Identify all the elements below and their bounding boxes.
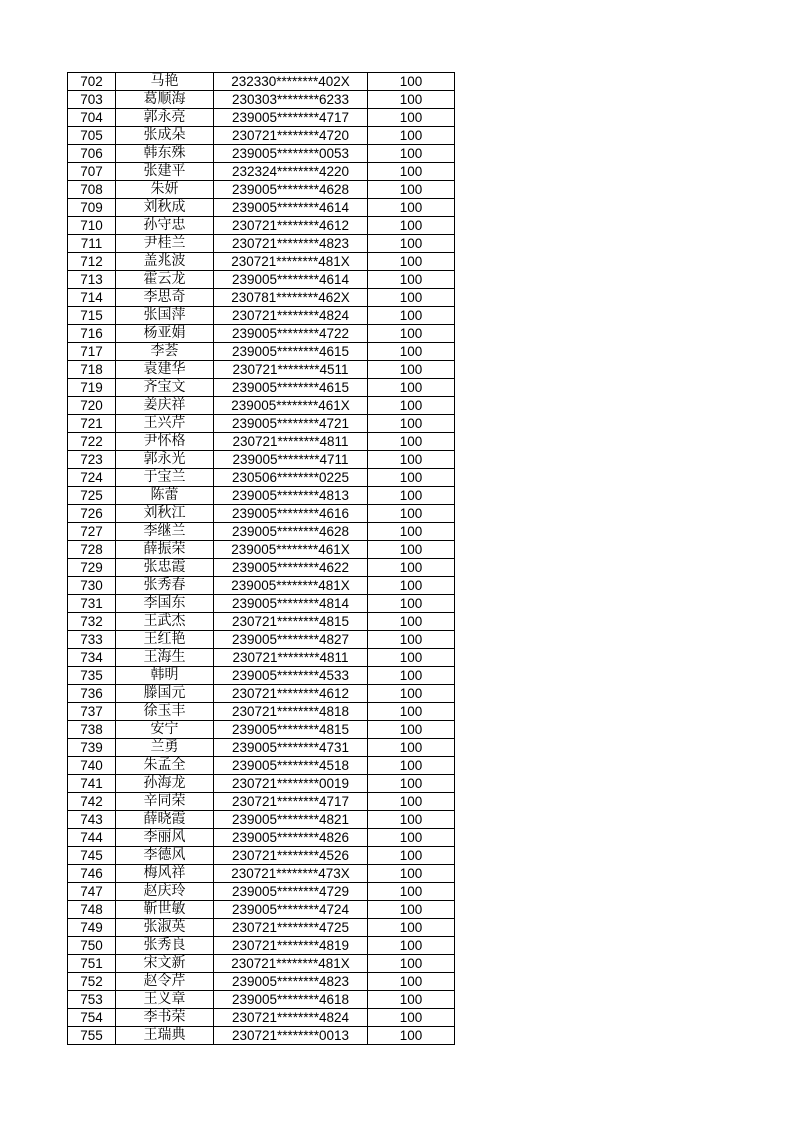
- name-cell: 辛同荣: [116, 793, 214, 811]
- name-cell: 李书荣: [116, 1009, 214, 1027]
- amount-cell: 100: [368, 793, 455, 811]
- amount-cell: 100: [368, 361, 455, 379]
- amount-cell: 100: [368, 505, 455, 523]
- amount-cell: 100: [368, 847, 455, 865]
- table-row: [68, 181, 455, 199]
- row-number-cell: 724: [68, 469, 116, 487]
- amount-cell: 100: [368, 811, 455, 829]
- name-cell: 张建平: [116, 163, 214, 181]
- name-cell: 孙守忠: [116, 217, 214, 235]
- row-number-cell: 740: [68, 757, 116, 775]
- row-number-cell: 738: [68, 721, 116, 739]
- id-number-cell: 239005********4731: [214, 739, 368, 757]
- row-number-cell: 748: [68, 901, 116, 919]
- amount-cell: 100: [368, 235, 455, 253]
- table-row: [68, 955, 455, 973]
- name-cell: 王红艳: [116, 631, 214, 649]
- id-number-cell: 239005********4616: [214, 505, 368, 523]
- name-cell: 滕国元: [116, 685, 214, 703]
- table-row: [68, 307, 455, 325]
- name-cell: 李国东: [116, 595, 214, 613]
- row-number-cell: 729: [68, 559, 116, 577]
- name-cell: 姜庆祥: [116, 397, 214, 415]
- name-cell: 李德风: [116, 847, 214, 865]
- name-cell: 马艳: [116, 73, 214, 91]
- name-cell: 韩东殊: [116, 145, 214, 163]
- table-row: [68, 91, 455, 109]
- table-row: [68, 775, 455, 793]
- table-row: [68, 505, 455, 523]
- name-cell: 王瑞典: [116, 1027, 214, 1045]
- id-number-cell: 230721********473X: [214, 865, 368, 883]
- name-cell: 赵庆玲: [116, 883, 214, 901]
- amount-cell: 100: [368, 883, 455, 901]
- name-cell: 朱妍: [116, 181, 214, 199]
- name-cell: 齐宝文: [116, 379, 214, 397]
- table-row: [68, 271, 455, 289]
- id-number-cell: 239005********461X: [214, 541, 368, 559]
- amount-cell: 100: [368, 955, 455, 973]
- id-number-cell: 239005********4814: [214, 595, 368, 613]
- id-number-cell: 239005********4813: [214, 487, 368, 505]
- amount-cell: 100: [368, 217, 455, 235]
- row-number-cell: 714: [68, 289, 116, 307]
- name-cell: 刘秋成: [116, 199, 214, 217]
- amount-cell: 100: [368, 181, 455, 199]
- table-row: [68, 793, 455, 811]
- row-number-cell: 728: [68, 541, 116, 559]
- name-cell: 尹桂兰: [116, 235, 214, 253]
- row-number-cell: 723: [68, 451, 116, 469]
- row-number-cell: 710: [68, 217, 116, 235]
- id-number-cell: 239005********4821: [214, 811, 368, 829]
- table-row: [68, 667, 455, 685]
- id-number-cell: 239005********4615: [214, 379, 368, 397]
- name-cell: 赵令芹: [116, 973, 214, 991]
- table-row: [68, 199, 455, 217]
- table-row: [68, 235, 455, 253]
- name-cell: 梅风祥: [116, 865, 214, 883]
- id-number-cell: 230721********4612: [214, 217, 368, 235]
- row-number-cell: 732: [68, 613, 116, 631]
- table-row: [68, 73, 455, 91]
- id-number-cell: 230781********462X: [214, 289, 368, 307]
- row-number-cell: 702: [68, 73, 116, 91]
- row-number-cell: 730: [68, 577, 116, 595]
- name-cell: 孙海龙: [116, 775, 214, 793]
- name-cell: 张忠霞: [116, 559, 214, 577]
- id-number-cell: 230506********0225: [214, 469, 368, 487]
- id-number-cell: 239005********4628: [214, 523, 368, 541]
- name-cell: 宋文新: [116, 955, 214, 973]
- row-number-cell: 751: [68, 955, 116, 973]
- name-cell: 王义章: [116, 991, 214, 1009]
- table-row: [68, 487, 455, 505]
- name-cell: 徐玉丰: [116, 703, 214, 721]
- name-cell: 于宝兰: [116, 469, 214, 487]
- row-number-cell: 717: [68, 343, 116, 361]
- row-number-cell: 739: [68, 739, 116, 757]
- id-number-cell: 230721********4612: [214, 685, 368, 703]
- table-row: [68, 883, 455, 901]
- table-row: [68, 451, 455, 469]
- table-row: [68, 253, 455, 271]
- table-row: [68, 343, 455, 361]
- row-number-cell: 719: [68, 379, 116, 397]
- name-cell: 薛振荣: [116, 541, 214, 559]
- id-number-cell: 239005********4721: [214, 415, 368, 433]
- row-number-cell: 747: [68, 883, 116, 901]
- id-number-cell: 230721********4811: [214, 433, 368, 451]
- row-number-cell: 718: [68, 361, 116, 379]
- row-number-cell: 745: [68, 847, 116, 865]
- amount-cell: 100: [368, 487, 455, 505]
- amount-cell: 100: [368, 973, 455, 991]
- name-cell: 朱孟全: [116, 757, 214, 775]
- id-number-cell: 239005********4622: [214, 559, 368, 577]
- id-number-cell: 230721********4526: [214, 847, 368, 865]
- amount-cell: 100: [368, 379, 455, 397]
- amount-cell: 100: [368, 523, 455, 541]
- amount-cell: 100: [368, 1027, 455, 1045]
- table-row: [68, 901, 455, 919]
- row-number-cell: 720: [68, 397, 116, 415]
- amount-cell: 100: [368, 397, 455, 415]
- row-number-cell: 721: [68, 415, 116, 433]
- amount-cell: 100: [368, 91, 455, 109]
- row-number-cell: 722: [68, 433, 116, 451]
- id-number-cell: 239005********4823: [214, 973, 368, 991]
- amount-cell: 100: [368, 289, 455, 307]
- id-number-cell: 230721********4511: [214, 361, 368, 379]
- amount-cell: 100: [368, 631, 455, 649]
- table-row: [68, 469, 455, 487]
- row-number-cell: 731: [68, 595, 116, 613]
- table-row: [68, 109, 455, 127]
- amount-cell: 100: [368, 325, 455, 343]
- name-cell: 兰勇: [116, 739, 214, 757]
- table-row: [68, 1009, 455, 1027]
- table-row: [68, 991, 455, 1009]
- row-number-cell: 735: [68, 667, 116, 685]
- amount-cell: 100: [368, 649, 455, 667]
- amount-cell: 100: [368, 703, 455, 721]
- amount-cell: 100: [368, 739, 455, 757]
- table-row: [68, 937, 455, 955]
- id-number-cell: 230721********4824: [214, 1009, 368, 1027]
- name-cell: 李继兰: [116, 523, 214, 541]
- name-cell: 靳世敏: [116, 901, 214, 919]
- name-cell: 李丽风: [116, 829, 214, 847]
- id-number-cell: 230721********4824: [214, 307, 368, 325]
- name-cell: 霍云龙: [116, 271, 214, 289]
- row-number-cell: 733: [68, 631, 116, 649]
- name-cell: 杨亚娟: [116, 325, 214, 343]
- name-cell: 郭永光: [116, 451, 214, 469]
- row-number-cell: 737: [68, 703, 116, 721]
- table-row: [68, 1027, 455, 1045]
- name-cell: 张秀良: [116, 937, 214, 955]
- name-cell: 韩明: [116, 667, 214, 685]
- amount-cell: 100: [368, 469, 455, 487]
- row-number-cell: 746: [68, 865, 116, 883]
- table-row: [68, 685, 455, 703]
- amount-cell: 100: [368, 433, 455, 451]
- amount-cell: 100: [368, 829, 455, 847]
- id-number-cell: 230721********4819: [214, 937, 368, 955]
- table-row: [68, 415, 455, 433]
- amount-cell: 100: [368, 919, 455, 937]
- id-number-cell: 239005********4711: [214, 451, 368, 469]
- table-row: [68, 919, 455, 937]
- table-row: [68, 613, 455, 631]
- name-cell: 李荟: [116, 343, 214, 361]
- table-row: [68, 595, 455, 613]
- table-row: [68, 577, 455, 595]
- amount-cell: 100: [368, 541, 455, 559]
- amount-cell: 100: [368, 163, 455, 181]
- row-number-cell: 713: [68, 271, 116, 289]
- table-row: [68, 973, 455, 991]
- amount-cell: 100: [368, 1009, 455, 1027]
- table-row: [68, 847, 455, 865]
- amount-cell: 100: [368, 73, 455, 91]
- id-number-cell: 230721********4717: [214, 793, 368, 811]
- name-cell: 王海生: [116, 649, 214, 667]
- row-number-cell: 705: [68, 127, 116, 145]
- id-number-cell: 239005********4518: [214, 757, 368, 775]
- name-cell: 王武杰: [116, 613, 214, 631]
- id-number-cell: 230721********481X: [214, 253, 368, 271]
- id-number-cell: 230721********0013: [214, 1027, 368, 1045]
- table-row: [68, 649, 455, 667]
- amount-cell: 100: [368, 199, 455, 217]
- row-number-cell: 707: [68, 163, 116, 181]
- row-number-cell: 749: [68, 919, 116, 937]
- amount-cell: 100: [368, 127, 455, 145]
- row-number-cell: 750: [68, 937, 116, 955]
- name-cell: 郭永亮: [116, 109, 214, 127]
- table-row: [68, 145, 455, 163]
- row-number-cell: 706: [68, 145, 116, 163]
- amount-cell: 100: [368, 559, 455, 577]
- amount-cell: 100: [368, 253, 455, 271]
- table-row: [68, 361, 455, 379]
- name-cell: 尹怀格: [116, 433, 214, 451]
- table-row: [68, 397, 455, 415]
- name-cell: 盖兆波: [116, 253, 214, 271]
- id-number-cell: 239005********0053: [214, 145, 368, 163]
- row-number-cell: 711: [68, 235, 116, 253]
- row-number-cell: 712: [68, 253, 116, 271]
- amount-cell: 100: [368, 271, 455, 289]
- amount-cell: 100: [368, 667, 455, 685]
- id-number-cell: 239005********481X: [214, 577, 368, 595]
- id-number-cell: 239005********4724: [214, 901, 368, 919]
- amount-cell: 100: [368, 109, 455, 127]
- table-row: [68, 631, 455, 649]
- id-number-cell: 239005********4826: [214, 829, 368, 847]
- row-number-cell: 703: [68, 91, 116, 109]
- table-row: [68, 559, 455, 577]
- id-number-cell: 239005********4628: [214, 181, 368, 199]
- row-number-cell: 753: [68, 991, 116, 1009]
- amount-cell: 100: [368, 613, 455, 631]
- table-row: [68, 703, 455, 721]
- amount-cell: 100: [368, 937, 455, 955]
- id-number-cell: 239005********4815: [214, 721, 368, 739]
- id-number-cell: 239005********4729: [214, 883, 368, 901]
- id-number-cell: 230721********4720: [214, 127, 368, 145]
- row-number-cell: 754: [68, 1009, 116, 1027]
- name-cell: 张成朵: [116, 127, 214, 145]
- row-number-cell: 741: [68, 775, 116, 793]
- table-row: [68, 721, 455, 739]
- name-cell: 王兴芹: [116, 415, 214, 433]
- row-number-cell: 708: [68, 181, 116, 199]
- name-cell: 刘秋江: [116, 505, 214, 523]
- table-row: [68, 523, 455, 541]
- name-cell: 陈蕾: [116, 487, 214, 505]
- table-row: [68, 739, 455, 757]
- amount-cell: 100: [368, 685, 455, 703]
- amount-cell: 100: [368, 415, 455, 433]
- amount-cell: 100: [368, 757, 455, 775]
- row-number-cell: 727: [68, 523, 116, 541]
- table-row: [68, 379, 455, 397]
- id-number-cell: 230721********481X: [214, 955, 368, 973]
- amount-cell: 100: [368, 451, 455, 469]
- amount-cell: 100: [368, 595, 455, 613]
- row-number-cell: 709: [68, 199, 116, 217]
- table-row: [68, 217, 455, 235]
- name-cell: 薛晓霞: [116, 811, 214, 829]
- id-number-cell: 239005********4722: [214, 325, 368, 343]
- id-number-cell: 239005********4717: [214, 109, 368, 127]
- amount-cell: 100: [368, 577, 455, 595]
- table-row: [68, 541, 455, 559]
- row-number-cell: 726: [68, 505, 116, 523]
- id-number-cell: 230721********4823: [214, 235, 368, 253]
- id-number-cell: 230721********4818: [214, 703, 368, 721]
- table-row: [68, 829, 455, 847]
- id-number-cell: 239005********4827: [214, 631, 368, 649]
- id-number-cell: 230721********0019: [214, 775, 368, 793]
- table-body: [68, 73, 455, 1045]
- row-number-cell: 742: [68, 793, 116, 811]
- table-row: [68, 757, 455, 775]
- roster-table: [67, 72, 455, 1045]
- name-cell: 张淑英: [116, 919, 214, 937]
- id-number-cell: 239005********461X: [214, 397, 368, 415]
- amount-cell: 100: [368, 775, 455, 793]
- name-cell: 李思奇: [116, 289, 214, 307]
- name-cell: 葛顺海: [116, 91, 214, 109]
- name-cell: 袁建华: [116, 361, 214, 379]
- table-row: [68, 811, 455, 829]
- table-row: [68, 163, 455, 181]
- name-cell: 张秀春: [116, 577, 214, 595]
- row-number-cell: 716: [68, 325, 116, 343]
- name-cell: 张国萍: [116, 307, 214, 325]
- id-number-cell: 230721********4725: [214, 919, 368, 937]
- row-number-cell: 755: [68, 1027, 116, 1045]
- id-number-cell: 239005********4533: [214, 667, 368, 685]
- table-row: [68, 433, 455, 451]
- row-number-cell: 752: [68, 973, 116, 991]
- id-number-cell: 232330********402X: [214, 73, 368, 91]
- row-number-cell: 704: [68, 109, 116, 127]
- row-number-cell: 725: [68, 487, 116, 505]
- row-number-cell: 734: [68, 649, 116, 667]
- row-number-cell: 736: [68, 685, 116, 703]
- row-number-cell: 743: [68, 811, 116, 829]
- id-number-cell: 230721********4811: [214, 649, 368, 667]
- table-row: [68, 325, 455, 343]
- table-row: [68, 289, 455, 307]
- amount-cell: 100: [368, 343, 455, 361]
- id-number-cell: 239005********4614: [214, 199, 368, 217]
- amount-cell: 100: [368, 865, 455, 883]
- id-number-cell: 230721********4815: [214, 613, 368, 631]
- amount-cell: 100: [368, 991, 455, 1009]
- table-row: [68, 865, 455, 883]
- name-cell: 安宁: [116, 721, 214, 739]
- table-row: [68, 127, 455, 145]
- document-page: [67, 72, 455, 1045]
- amount-cell: 100: [368, 901, 455, 919]
- id-number-cell: 239005********4614: [214, 271, 368, 289]
- id-number-cell: 239005********4618: [214, 991, 368, 1009]
- amount-cell: 100: [368, 307, 455, 325]
- row-number-cell: 715: [68, 307, 116, 325]
- amount-cell: 100: [368, 721, 455, 739]
- id-number-cell: 239005********4615: [214, 343, 368, 361]
- amount-cell: 100: [368, 145, 455, 163]
- row-number-cell: 744: [68, 829, 116, 847]
- id-number-cell: 230303********6233: [214, 91, 368, 109]
- id-number-cell: 232324********4220: [214, 163, 368, 181]
